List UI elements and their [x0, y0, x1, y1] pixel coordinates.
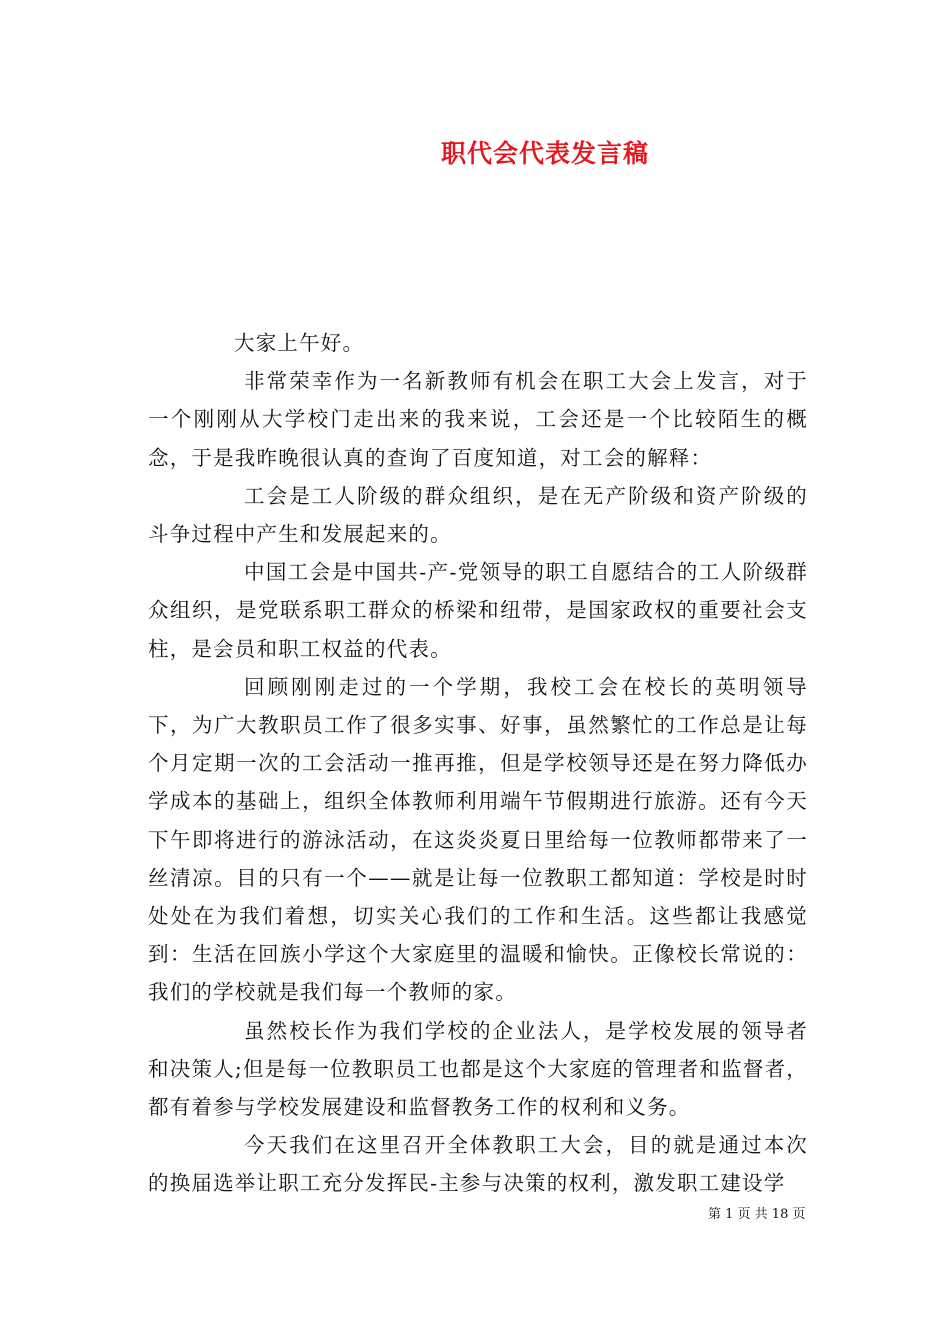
- page-number: 第 1 页 共 18 页: [708, 1207, 806, 1222]
- paragraph-5: 虽然校长作为我们学校的企业法人，是学校发展的领导者和决策人;但是每一位教职员工也都是这个大家庭的管理者和监督者，都有着参与学校发展建设和监督教务工作的权利和义务。: [148, 1018, 808, 1120]
- paragraph-4: 回顾刚刚走过的一个学期，我校工会在校长的英明领导下，为广大教职员工作了很多实事、好事，虽然繁忙的工作总是让每个月定期一次的工会活动一推再推，但是学校领导还是在努力降低办学成本的基础上，组织全体教师利用端午节假期进行旅游。还有今天下午即将进行的游泳活动，在这炎炎夏日里给每一位教师都带来了一丝清凉。目的只有一个——就是让每一位教职工都知道：学校是时时处处在为我们着想，切实关心我们的工作和生活。这些都让我感觉到：生活在回族小学这个大家庭里的温暖和愉快。正像校长常说的：我们的学校就是我们每一个教师的家。: [148, 674, 808, 1005]
- document-title: 职代会代表发言稿: [440, 139, 649, 168]
- greeting-line: 大家上午好。: [234, 331, 365, 355]
- paragraph-3: 中国工会是中国共-产-党领导的职工自愿结合的工人阶级群众组织，是党联系职工群众的桥梁和纽带，是国家政权的重要社会支柱，是会员和职工权益的代表。: [148, 560, 808, 661]
- paragraph-1: 非常荣幸作为一名新教师有机会在职工大会上发言，对于一个刚刚从大学校门走出来的我来说，工会还是一个比较陌生的概念，于是我昨晚很认真的查询了百度知道，对工会的解释：: [148, 369, 808, 470]
- paragraph-6: 今天我们在这里召开全体教职工大会，目的就是通过本次的换届选举让职工充分发挥民-主参与决策的权利，激发职工建设学: [148, 1133, 808, 1196]
- paragraph-2: 工会是工人阶级的群众组织，是在无产阶级和资产阶级的斗争过程中产生和发展起来的。: [148, 483, 808, 547]
- document-body: [148, 324, 808, 1203]
